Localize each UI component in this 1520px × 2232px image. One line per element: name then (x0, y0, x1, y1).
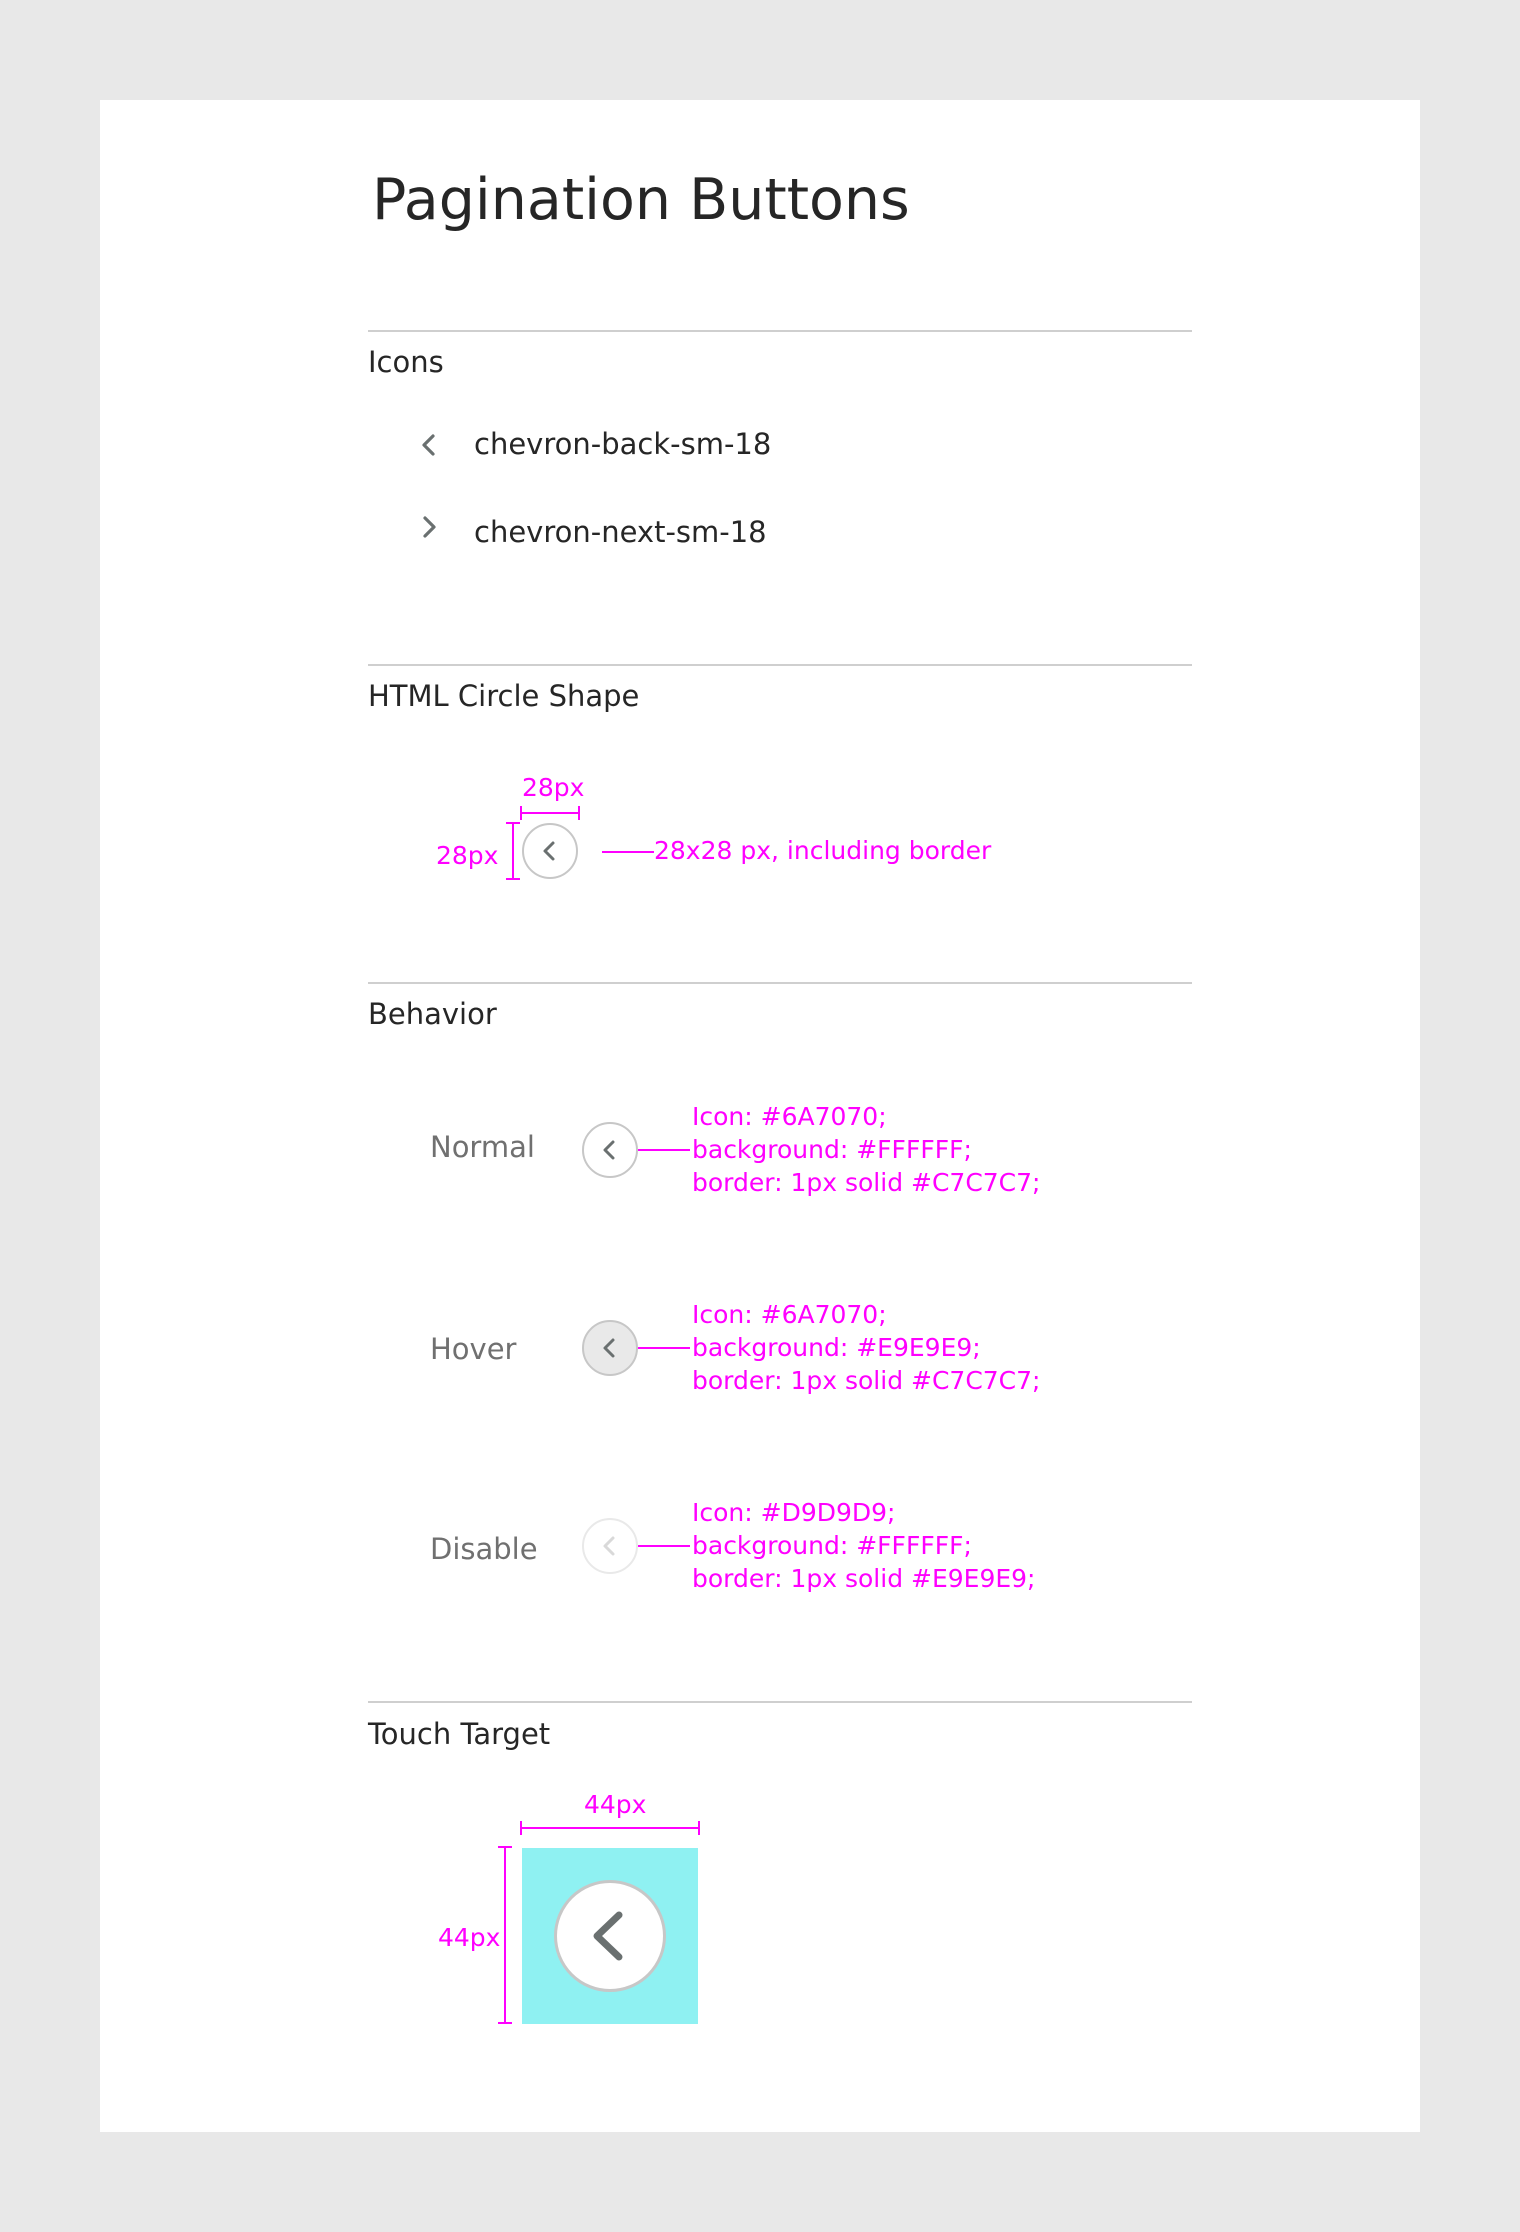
icon-name-back: chevron-back-sm-18 (474, 427, 772, 461)
icons-heading: Icons (368, 345, 444, 379)
shape-width-label: 28px (522, 773, 585, 802)
spec-icon-line: Icon: #6A7070; (692, 1102, 887, 1131)
shape-example-button (522, 823, 578, 879)
section-divider (368, 982, 1192, 984)
icon-name-next: chevron-next-sm-18 (474, 515, 767, 549)
touch-width-label: 44px (584, 1790, 647, 1819)
shape-heading: HTML Circle Shape (368, 679, 640, 713)
hover-state-button (582, 1320, 638, 1376)
spec-border-line: border: 1px solid #E9E9E9; (692, 1564, 1036, 1593)
disable-spec (692, 1496, 1035, 1595)
disabled-state-button (582, 1518, 638, 1574)
spec-border-line: border: 1px solid #C7C7C7; (692, 1366, 1041, 1395)
spec-icon-line: Icon: #D9D9D9; (692, 1498, 896, 1527)
section-divider (368, 330, 1192, 332)
spec-border-line: border: 1px solid #C7C7C7; (692, 1168, 1041, 1197)
spec-background-line: background: #E9E9E9; (692, 1333, 981, 1362)
state-label-hover: Hover (430, 1332, 517, 1366)
shape-note: 28x28 px, including border (654, 836, 992, 865)
touch-height-label: 44px (438, 1923, 501, 1952)
chevron-right-icon (414, 512, 444, 542)
shape-note-leader (602, 851, 654, 853)
normal-spec (692, 1100, 1040, 1199)
hover-spec (692, 1298, 1040, 1397)
touch-width-dimension-line (519, 1820, 701, 1836)
shape-height-label: 28px (436, 841, 499, 870)
touch-example-button (554, 1880, 666, 1992)
height-dimension-line (505, 821, 521, 881)
normal-state-button (582, 1122, 638, 1178)
spec-leader (638, 1347, 690, 1349)
touch-heading: Touch Target (368, 1717, 551, 1751)
spec-background-line: background: #FFFFFF; (692, 1531, 972, 1560)
state-label-disable: Disable (430, 1532, 538, 1566)
page-title: Pagination Buttons (372, 167, 910, 233)
section-divider (368, 1701, 1192, 1703)
spec-leader (638, 1149, 690, 1151)
spec-icon-line: Icon: #6A7070; (692, 1300, 887, 1329)
spec-leader (638, 1545, 690, 1547)
spec-background-line: background: #FFFFFF; (692, 1135, 972, 1164)
behavior-heading: Behavior (368, 997, 497, 1031)
section-divider (368, 664, 1192, 666)
width-dimension-line (519, 805, 581, 821)
chevron-left-icon (414, 430, 444, 460)
touch-height-dimension-line (497, 1845, 513, 2025)
state-label-normal: Normal (430, 1130, 535, 1164)
